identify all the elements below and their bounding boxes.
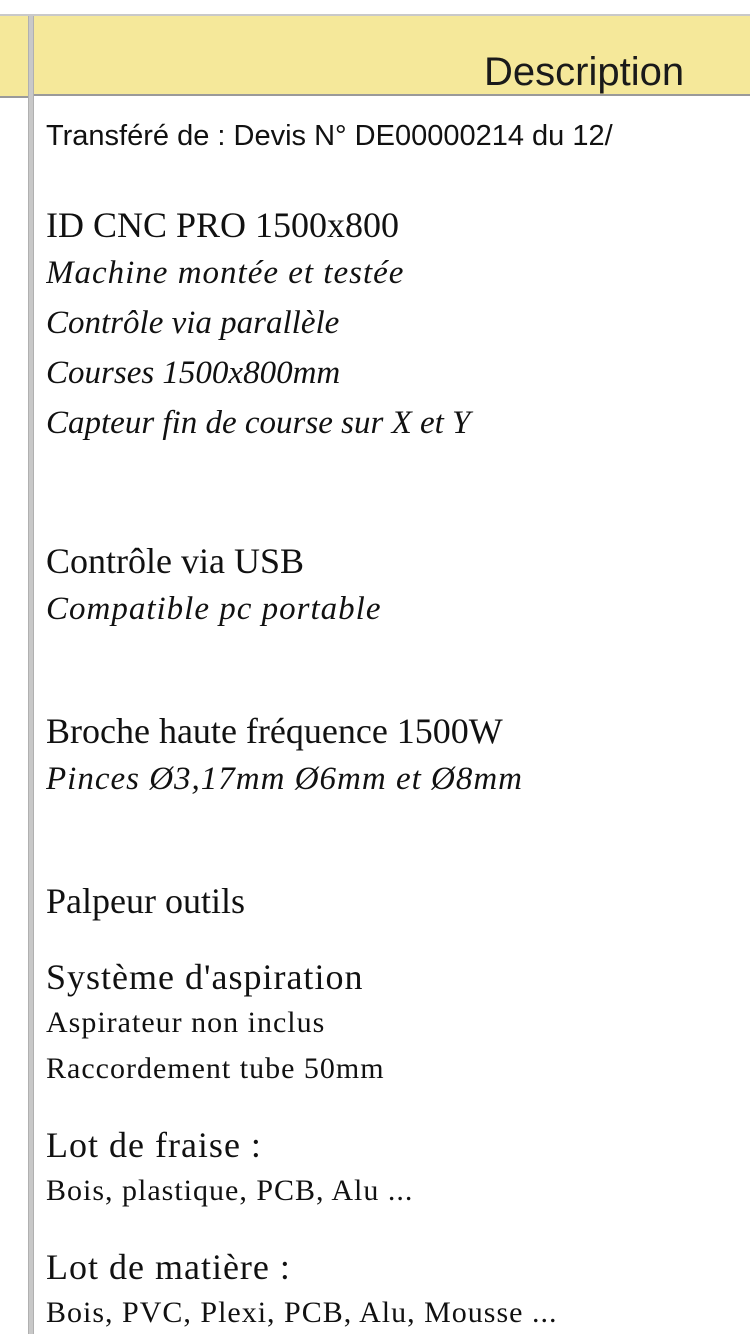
section-aspiration: [46, 954, 750, 1092]
machine-line: Contrôle via parallèle: [46, 305, 340, 341]
column-divider: [28, 16, 34, 1334]
materials-line: Bois, PVC, Plexi, PCB, Alu, Mousse ...: [46, 1296, 558, 1329]
description-header-title: Description: [484, 50, 685, 94]
usb-line: Compatible pc portable: [46, 591, 382, 627]
materials-title: Lot de matière :: [46, 1247, 291, 1287]
machine-title: ID CNC PRO 1500x800: [46, 205, 400, 245]
machine-line: Machine montée et testée: [46, 255, 405, 291]
machine-line: Capteur fin de course sur X et Y: [46, 405, 471, 441]
aspiration-line: Aspirateur non inclus: [46, 1006, 326, 1039]
section-spindle: [46, 708, 750, 804]
section-materials: [46, 1244, 750, 1334]
mills-title: Lot de fraise :: [46, 1125, 262, 1165]
left-header-cell: [0, 16, 28, 98]
description-cell: [46, 100, 750, 1334]
transfer-line: Transféré de : Devis N° DE00000214 du 12/: [46, 120, 613, 152]
aspiration-title: Système d'aspiration: [46, 957, 364, 997]
spindle-title: Broche haute fréquence 1500W: [46, 711, 503, 751]
section-mills: [46, 1122, 750, 1214]
section-machine: [46, 202, 750, 448]
top-border: [0, 0, 750, 16]
usb-title: Contrôle via USB: [46, 541, 304, 581]
aspiration-line: Raccordement tube 50mm: [46, 1052, 385, 1085]
description-header: [34, 16, 750, 96]
spindle-line: Pinces Ø3,17mm Ø6mm et Ø8mm: [46, 761, 524, 797]
mills-line: Bois, plastique, PCB, Alu ...: [46, 1174, 414, 1207]
probe-title: Palpeur outils: [46, 881, 245, 921]
machine-line: Courses 1500x800mm: [46, 355, 341, 391]
section-probe: [46, 878, 750, 924]
section-usb: [46, 538, 750, 634]
